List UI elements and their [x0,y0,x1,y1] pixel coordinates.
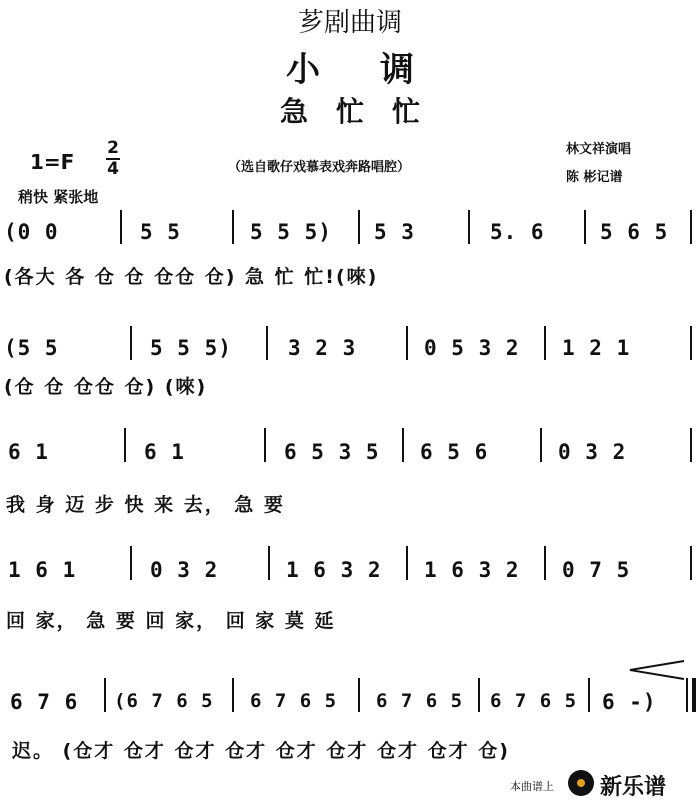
crescendo-mark [626,658,686,682]
time-numerator: 2 [107,138,119,158]
measure-4-1: 1 6 1 [8,558,77,582]
measure-4-3: 1 6 3 2 [286,558,382,582]
song-subtitle: 急忙忙 [279,95,448,128]
measure-3-3: 6 5 3 5 [284,440,380,464]
measure-1-5: 5. 6 [490,220,545,244]
measure-5-2: (6 7 6 5 [114,690,214,712]
measure-5-3: 6 7 6 5 [250,690,338,712]
measure-5-5: 6 7 6 5 [490,690,578,712]
measure-1-2: 5 5 [140,220,181,244]
measure-3-4: 6 5 6 [420,440,489,464]
measure-2-1: (5 5 [4,336,59,360]
measure-5-4: 6 7 6 5 [376,690,464,712]
lyrics-row-4: 回 家， 急 要 回 家， 回 家 莫 延 [6,610,336,632]
lyrics-row-3: 我 身 迈 步 快 来 去， 急 要 [6,494,285,516]
brand-logo: 新乐谱 [600,775,667,800]
key-signature: 1=F [30,150,75,174]
measure-2-4: 0 5 3 2 [424,336,520,360]
measure-1-3: 5 5 5) [250,220,332,244]
measure-3-5: 0 3 2 [558,440,627,464]
time-denominator: 4 [107,159,119,179]
lyrics-row-1: (各大 各 仓 仓 仓仓 仓) 急 忙 忙!(唻) [4,266,379,288]
measure-1-4: 5 3 [374,220,415,244]
measure-1-6: 5 6 5 [600,220,669,244]
source-note: （选自歌仔戏慕表戏奔路唱腔） [228,160,411,175]
time-signature [106,140,120,178]
singer-credit: 林文祥演唱 [566,142,632,157]
measure-2-2: 5 5 5) [150,336,232,360]
genre-title: 芗剧曲调 [297,8,402,38]
lyrics-row-2: (仓 仓 仓仓 仓) (唻) [4,376,208,398]
measure-5-6: 6 -) [602,690,657,714]
measure-3-2: 6 1 [144,440,185,464]
tempo-marking: 稍快 紧张地 [18,188,99,206]
measure-2-5: 1 2 1 [562,336,631,360]
measure-1-1: (0 0 [4,220,59,244]
logo-disc-icon [568,770,594,796]
measure-3-1: 6 1 [8,440,49,464]
measure-2-3: 3 2 3 [288,336,357,360]
measure-4-5: 0 7 5 [562,558,631,582]
song-title: 小调 [286,50,474,90]
measure-5-1: 6 7 6 [10,690,79,714]
measure-4-2: 0 3 2 [150,558,219,582]
transcriber-credit: 陈 彬记谱 [566,170,623,185]
footer-caption: 本曲谱上 [510,780,554,793]
measure-4-4: 1 6 3 2 [424,558,520,582]
lyrics-row-5: 迟。 (仓才 仓才 仓才 仓才 仓才 仓才 仓才 仓才 仓) [12,740,510,762]
